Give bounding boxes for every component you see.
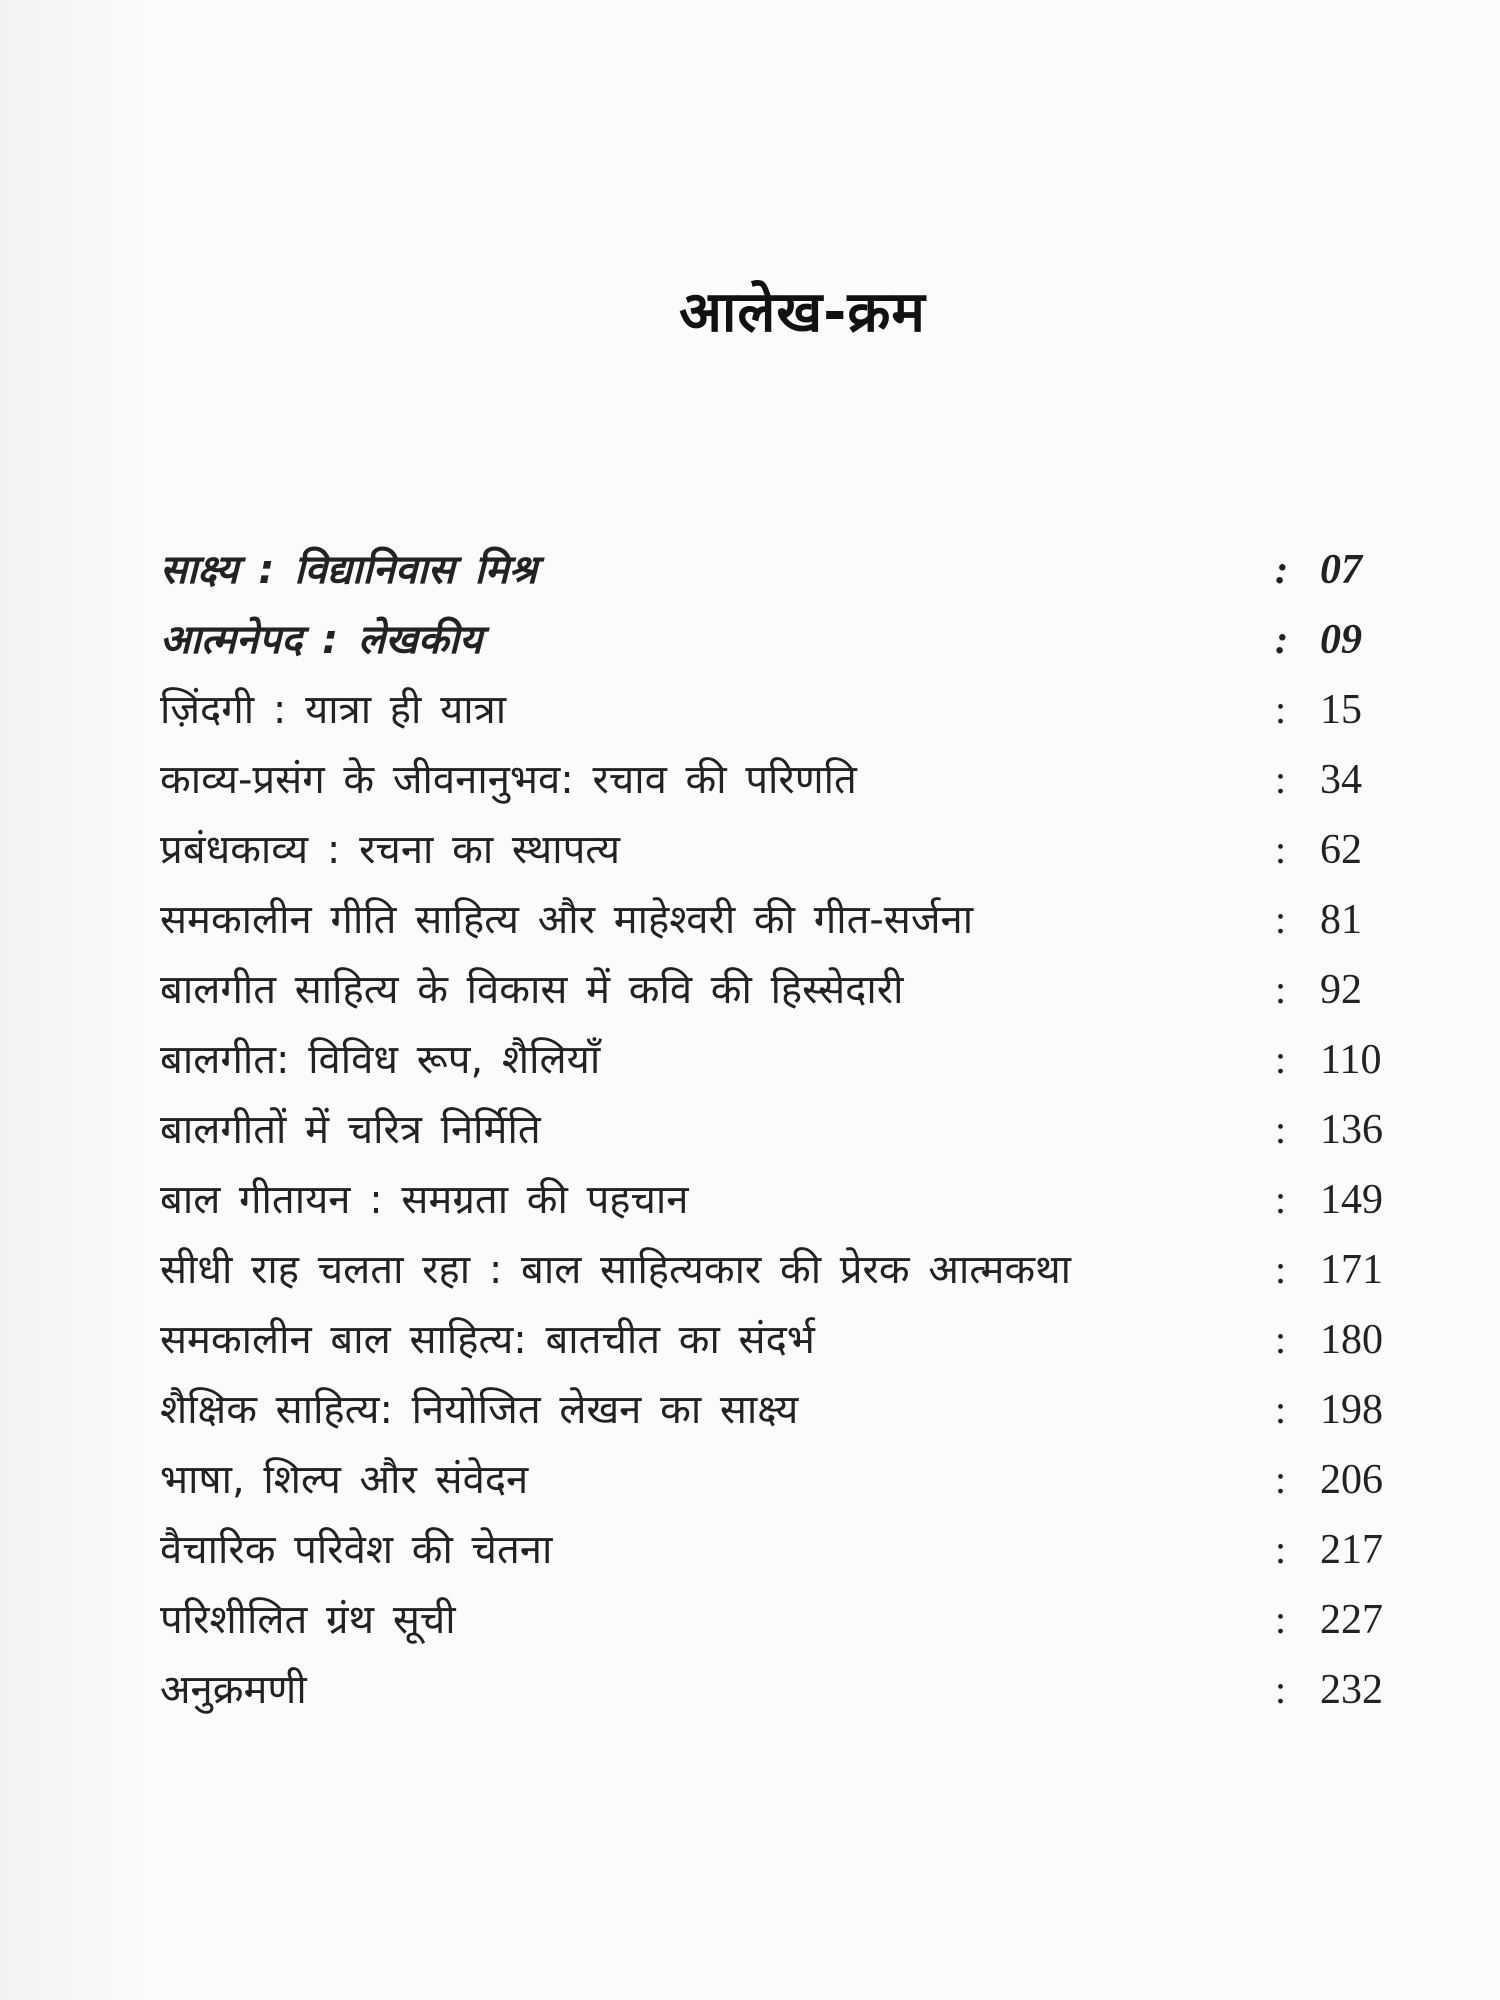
toc-entry-title: बालगीत: विविध रूप, शैलियाँ — [160, 1037, 601, 1083]
toc-entry-separator: : — [1275, 1597, 1287, 1642]
toc-entry-separator: : — [1275, 547, 1289, 592]
toc-entry-page-number: 149 — [1320, 1177, 1383, 1223]
toc-entry[interactable] — [160, 1375, 1390, 1445]
toc-entry-title: काव्य-प्रसंग के जीवनानुभव: रचाव की परिणति — [160, 757, 857, 803]
toc-entry-separator: : — [1275, 967, 1287, 1012]
toc-entry-title: ज़िंदगी : यात्रा ही यात्रा — [160, 687, 507, 733]
toc-entry-page-number: 206 — [1320, 1457, 1383, 1503]
toc-entry-title: शैक्षिक साहित्य: नियोजित लेखन का साक्ष्य — [160, 1387, 799, 1433]
toc-entry-separator: : — [1275, 1527, 1287, 1572]
toc-entry[interactable] — [160, 675, 1390, 745]
toc-entry-separator: : — [1275, 897, 1287, 942]
toc-entry[interactable] — [160, 745, 1390, 815]
toc-entry-page-number: 92 — [1320, 967, 1362, 1013]
toc-entry-page-number: 217 — [1320, 1527, 1383, 1573]
toc-entry[interactable] — [160, 1445, 1390, 1515]
toc-entry-title: सीधी राह चलता रहा : बाल साहित्यकार की प्रेरक आत्मकथा — [160, 1247, 1072, 1293]
toc-entry-separator: : — [1275, 1247, 1287, 1292]
toc-entry-title: वैचारिक परिवेश की चेतना — [160, 1527, 553, 1573]
toc-entry-title: समकालीन बाल साहित्य: बातचीत का संदर्भ — [160, 1317, 815, 1363]
toc-entry-title: बालगीतों में चरित्र निर्मिति — [160, 1107, 541, 1153]
toc-entry-page-number: 227 — [1320, 1597, 1383, 1643]
toc-entry-title: साक्ष्य : विद्यानिवास मिश्र — [160, 547, 538, 593]
toc-entry[interactable] — [160, 1305, 1390, 1375]
toc-entry[interactable] — [160, 1235, 1390, 1305]
toc-entry-title: अनुक्रमणी — [160, 1667, 307, 1713]
toc-entry-page-number: 171 — [1320, 1247, 1383, 1293]
toc-entry-title: बालगीत साहित्य के विकास में कवि की हिस्सेदारी — [160, 967, 904, 1013]
toc-entry[interactable] — [160, 815, 1390, 885]
toc-entry-page-number: 180 — [1320, 1317, 1383, 1363]
toc-entry[interactable] — [160, 1095, 1390, 1165]
toc-entry-separator: : — [1275, 1667, 1287, 1712]
toc-entry-title: प्रबंधकाव्य : रचना का स्थापत्य — [160, 827, 621, 873]
toc-entry-page-number: 136 — [1320, 1107, 1383, 1153]
toc-entry-page-number: 09 — [1320, 617, 1362, 663]
toc-entry-separator: : — [1275, 1317, 1287, 1362]
toc-entry-separator: : — [1275, 1037, 1287, 1082]
toc-entry-page-number: 07 — [1320, 547, 1362, 593]
toc-entry-separator: : — [1275, 617, 1289, 662]
toc-entry-page-number: 110 — [1320, 1037, 1382, 1083]
page-title: आलेख-क्रम — [679, 280, 926, 345]
toc-entry[interactable] — [160, 535, 1390, 605]
toc-entry-title: समकालीन गीति साहित्य और माहेश्वरी की गीत-सर्जना — [160, 897, 974, 943]
toc-entry-title: बाल गीतायन : समग्रता की पहचान — [160, 1177, 689, 1223]
toc-entry-title: आत्मनेपद : लेखकीय — [160, 617, 483, 663]
toc-entry-title: परिशीलित ग्रंथ सूची — [160, 1597, 456, 1643]
toc-entry-page-number: 81 — [1320, 897, 1362, 943]
toc-entry-page-number: 34 — [1320, 757, 1362, 803]
table-of-contents — [160, 535, 1390, 1725]
toc-entry-separator: : — [1275, 1177, 1287, 1222]
toc-entry-separator: : — [1275, 827, 1287, 872]
toc-entry[interactable] — [160, 1025, 1390, 1095]
toc-entry[interactable] — [160, 605, 1390, 675]
toc-entry[interactable] — [160, 1515, 1390, 1585]
toc-entry-page-number: 15 — [1320, 687, 1362, 733]
toc-entry[interactable] — [160, 1585, 1390, 1655]
toc-entry[interactable] — [160, 1655, 1390, 1725]
toc-entry-separator: : — [1275, 1387, 1287, 1432]
toc-entry-page-number: 232 — [1320, 1667, 1383, 1713]
toc-entry-page-number: 198 — [1320, 1387, 1383, 1433]
toc-entry-separator: : — [1275, 1457, 1287, 1502]
toc-entry[interactable] — [160, 955, 1390, 1025]
toc-entry-separator: : — [1275, 1107, 1287, 1152]
toc-entry-page-number: 62 — [1320, 827, 1362, 873]
toc-entry[interactable] — [160, 1165, 1390, 1235]
toc-entry-title: भाषा, शिल्प और संवेदन — [160, 1457, 529, 1503]
toc-entry-separator: : — [1275, 687, 1287, 732]
toc-entry-separator: : — [1275, 757, 1287, 802]
toc-entry[interactable] — [160, 885, 1390, 955]
